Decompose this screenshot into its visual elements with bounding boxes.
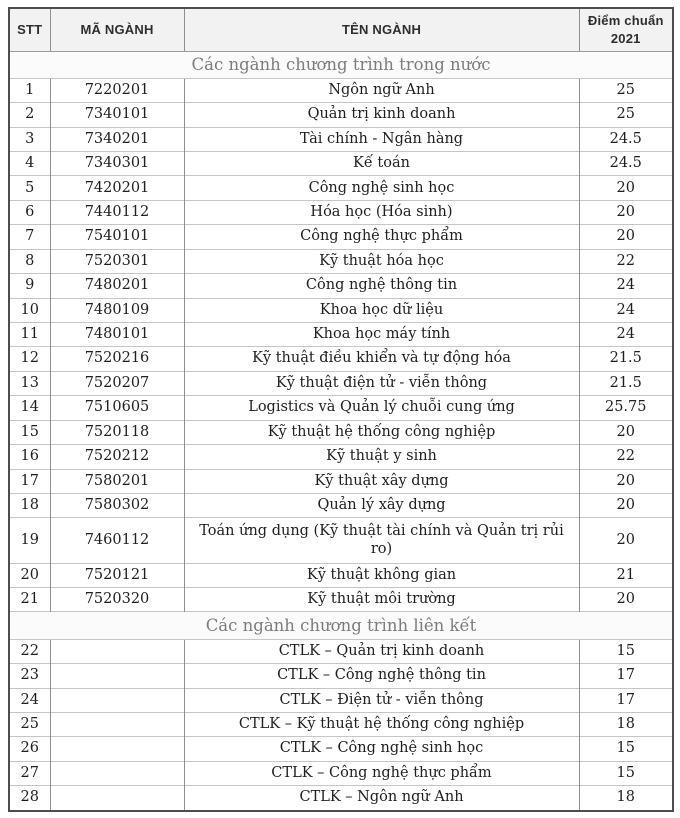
cell-name: Kỹ thuật hóa học bbox=[184, 249, 579, 273]
cell-name: Quản lý xây dựng bbox=[184, 493, 579, 517]
cell-stt: 13 bbox=[9, 371, 50, 395]
cell-stt: 11 bbox=[9, 323, 50, 347]
section-title: Các ngành chương trình liên kết bbox=[9, 612, 673, 639]
cell-stt: 8 bbox=[9, 249, 50, 273]
table-row bbox=[9, 396, 673, 420]
table-row bbox=[9, 176, 673, 200]
cell-stt: 3 bbox=[9, 127, 50, 151]
cell-score: 20 bbox=[579, 176, 673, 200]
table-row bbox=[9, 493, 673, 517]
cell-score: 18 bbox=[579, 786, 673, 811]
cell-score: 20 bbox=[579, 225, 673, 249]
table-row bbox=[9, 152, 673, 176]
cell-name: Kỹ thuật xây dựng bbox=[184, 469, 579, 493]
cell-code bbox=[50, 664, 184, 688]
cell-name: Khoa học dữ liệu bbox=[184, 298, 579, 322]
cell-code: 7340101 bbox=[50, 103, 184, 127]
cell-name: Kỹ thuật y sinh bbox=[184, 445, 579, 469]
table-row bbox=[9, 323, 673, 347]
cell-name: Kỹ thuật môi trường bbox=[184, 588, 579, 612]
section-title: Các ngành chương trình trong nước bbox=[9, 51, 673, 78]
cell-code: 7520320 bbox=[50, 588, 184, 612]
cell-stt: 16 bbox=[9, 445, 50, 469]
cell-code: 7540101 bbox=[50, 225, 184, 249]
cell-stt: 22 bbox=[9, 639, 50, 663]
cell-name: Hóa học (Hóa sinh) bbox=[184, 200, 579, 224]
cell-score: 20 bbox=[579, 469, 673, 493]
cell-code: 7520212 bbox=[50, 445, 184, 469]
cell-code bbox=[50, 761, 184, 785]
table-row bbox=[9, 588, 673, 612]
cell-code: 7440112 bbox=[50, 200, 184, 224]
cell-stt: 10 bbox=[9, 298, 50, 322]
table-row bbox=[9, 420, 673, 444]
cell-stt: 28 bbox=[9, 786, 50, 811]
cell-stt: 12 bbox=[9, 347, 50, 371]
table-body bbox=[9, 51, 673, 811]
cell-name: CTLK – Quản trị kinh doanh bbox=[184, 639, 579, 663]
cell-code bbox=[50, 639, 184, 663]
cell-score: 25 bbox=[579, 78, 673, 102]
cell-stt: 26 bbox=[9, 737, 50, 761]
cell-name: CTLK – Công nghệ thực phẩm bbox=[184, 761, 579, 785]
cell-score: 24 bbox=[579, 274, 673, 298]
cell-code: 7480201 bbox=[50, 274, 184, 298]
cell-code bbox=[50, 737, 184, 761]
cell-score: 21.5 bbox=[579, 347, 673, 371]
cell-score: 15 bbox=[579, 761, 673, 785]
table-row bbox=[9, 664, 673, 688]
cell-name: CTLK – Ngôn ngữ Anh bbox=[184, 786, 579, 811]
table-row bbox=[9, 200, 673, 224]
cell-code: 7520216 bbox=[50, 347, 184, 371]
table-row bbox=[9, 713, 673, 737]
cell-stt: 19 bbox=[9, 518, 50, 563]
cell-name: Ngôn ngữ Anh bbox=[184, 78, 579, 102]
cell-code: 7580201 bbox=[50, 469, 184, 493]
table-row bbox=[9, 225, 673, 249]
cell-score: 20 bbox=[579, 200, 673, 224]
cell-name: CTLK – Công nghệ sinh học bbox=[184, 737, 579, 761]
cell-score: 24.5 bbox=[579, 127, 673, 151]
table-row bbox=[9, 298, 673, 322]
table-row bbox=[9, 469, 673, 493]
admission-scores-table bbox=[8, 7, 674, 812]
cell-score: 20 bbox=[579, 493, 673, 517]
cell-code: 7580302 bbox=[50, 493, 184, 517]
cell-code: 7220201 bbox=[50, 78, 184, 102]
cell-score: 17 bbox=[579, 664, 673, 688]
cell-name: CTLK – Công nghệ thông tin bbox=[184, 664, 579, 688]
cell-name: Kỹ thuật không gian bbox=[184, 563, 579, 587]
cell-stt: 1 bbox=[9, 78, 50, 102]
header-row bbox=[9, 8, 673, 51]
table-row bbox=[9, 371, 673, 395]
cell-name: Kế toán bbox=[184, 152, 579, 176]
cell-stt: 25 bbox=[9, 713, 50, 737]
table-row bbox=[9, 127, 673, 151]
cell-score: 21.5 bbox=[579, 371, 673, 395]
cell-name: Quản trị kinh doanh bbox=[184, 103, 579, 127]
cell-name: Toán ứng dụng (Kỹ thuật tài chính và Quản trị rủi ro) bbox=[184, 518, 579, 563]
cell-code: 7420201 bbox=[50, 176, 184, 200]
cell-code: 7480101 bbox=[50, 323, 184, 347]
cell-stt: 14 bbox=[9, 396, 50, 420]
cell-stt: 18 bbox=[9, 493, 50, 517]
cell-stt: 2 bbox=[9, 103, 50, 127]
cell-score: 17 bbox=[579, 688, 673, 712]
cell-name: Công nghệ thông tin bbox=[184, 274, 579, 298]
column-header-stt: STT bbox=[9, 8, 50, 51]
cell-score: 25 bbox=[579, 103, 673, 127]
section-header-row bbox=[9, 51, 673, 78]
cell-stt: 24 bbox=[9, 688, 50, 712]
cell-stt: 9 bbox=[9, 274, 50, 298]
table-row bbox=[9, 761, 673, 785]
cell-code: 7460112 bbox=[50, 518, 184, 563]
cell-name: Công nghệ sinh học bbox=[184, 176, 579, 200]
cell-score: 24 bbox=[579, 298, 673, 322]
table-row bbox=[9, 274, 673, 298]
table-row bbox=[9, 563, 673, 587]
cell-name: CTLK – Kỹ thuật hệ thống công nghiệp bbox=[184, 713, 579, 737]
column-header-name: TÊN NGÀNH bbox=[184, 8, 579, 51]
cell-stt: 7 bbox=[9, 225, 50, 249]
cell-score: 22 bbox=[579, 249, 673, 273]
cell-score: 20 bbox=[579, 588, 673, 612]
cell-code: 7340301 bbox=[50, 152, 184, 176]
cell-name: Khoa học máy tính bbox=[184, 323, 579, 347]
cell-stt: 23 bbox=[9, 664, 50, 688]
cell-code: 7520207 bbox=[50, 371, 184, 395]
cell-score: 24 bbox=[579, 323, 673, 347]
cell-stt: 21 bbox=[9, 588, 50, 612]
cell-name: Kỹ thuật điều khiển và tự động hóa bbox=[184, 347, 579, 371]
table-row bbox=[9, 786, 673, 811]
cell-name: Logistics và Quản lý chuỗi cung ứng bbox=[184, 396, 579, 420]
column-header-score: Điểm chuẩn 2021 bbox=[579, 8, 673, 51]
cell-score: 21 bbox=[579, 563, 673, 587]
cell-code: 7520121 bbox=[50, 563, 184, 587]
cell-score: 24.5 bbox=[579, 152, 673, 176]
cell-score: 20 bbox=[579, 420, 673, 444]
table-row bbox=[9, 249, 673, 273]
section-header-row bbox=[9, 612, 673, 639]
cell-stt: 27 bbox=[9, 761, 50, 785]
cell-score: 15 bbox=[579, 639, 673, 663]
cell-code bbox=[50, 713, 184, 737]
table-row bbox=[9, 347, 673, 371]
table-row bbox=[9, 103, 673, 127]
cell-code bbox=[50, 786, 184, 811]
table-row bbox=[9, 518, 673, 563]
cell-code: 7480109 bbox=[50, 298, 184, 322]
table-header bbox=[9, 8, 673, 51]
table-row bbox=[9, 688, 673, 712]
cell-stt: 17 bbox=[9, 469, 50, 493]
cell-name: Kỹ thuật điện tử - viễn thông bbox=[184, 371, 579, 395]
cell-score: 18 bbox=[579, 713, 673, 737]
cell-code: 7510605 bbox=[50, 396, 184, 420]
column-header-code: MÃ NGÀNH bbox=[50, 8, 184, 51]
cell-score: 25.75 bbox=[579, 396, 673, 420]
table-row bbox=[9, 639, 673, 663]
table-row bbox=[9, 78, 673, 102]
cell-code: 7520301 bbox=[50, 249, 184, 273]
cell-name: Công nghệ thực phẩm bbox=[184, 225, 579, 249]
table-row bbox=[9, 737, 673, 761]
cell-stt: 20 bbox=[9, 563, 50, 587]
cell-code bbox=[50, 688, 184, 712]
cell-score: 20 bbox=[579, 518, 673, 563]
cell-code: 7520118 bbox=[50, 420, 184, 444]
cell-name: Tài chính - Ngân hàng bbox=[184, 127, 579, 151]
cell-score: 22 bbox=[579, 445, 673, 469]
cell-stt: 6 bbox=[9, 200, 50, 224]
table-row bbox=[9, 445, 673, 469]
cell-stt: 5 bbox=[9, 176, 50, 200]
cell-code: 7340201 bbox=[50, 127, 184, 151]
cell-name: CTLK – Điện tử - viễn thông bbox=[184, 688, 579, 712]
cell-name: Kỹ thuật hệ thống công nghiệp bbox=[184, 420, 579, 444]
cell-score: 15 bbox=[579, 737, 673, 761]
cell-stt: 15 bbox=[9, 420, 50, 444]
cell-stt: 4 bbox=[9, 152, 50, 176]
